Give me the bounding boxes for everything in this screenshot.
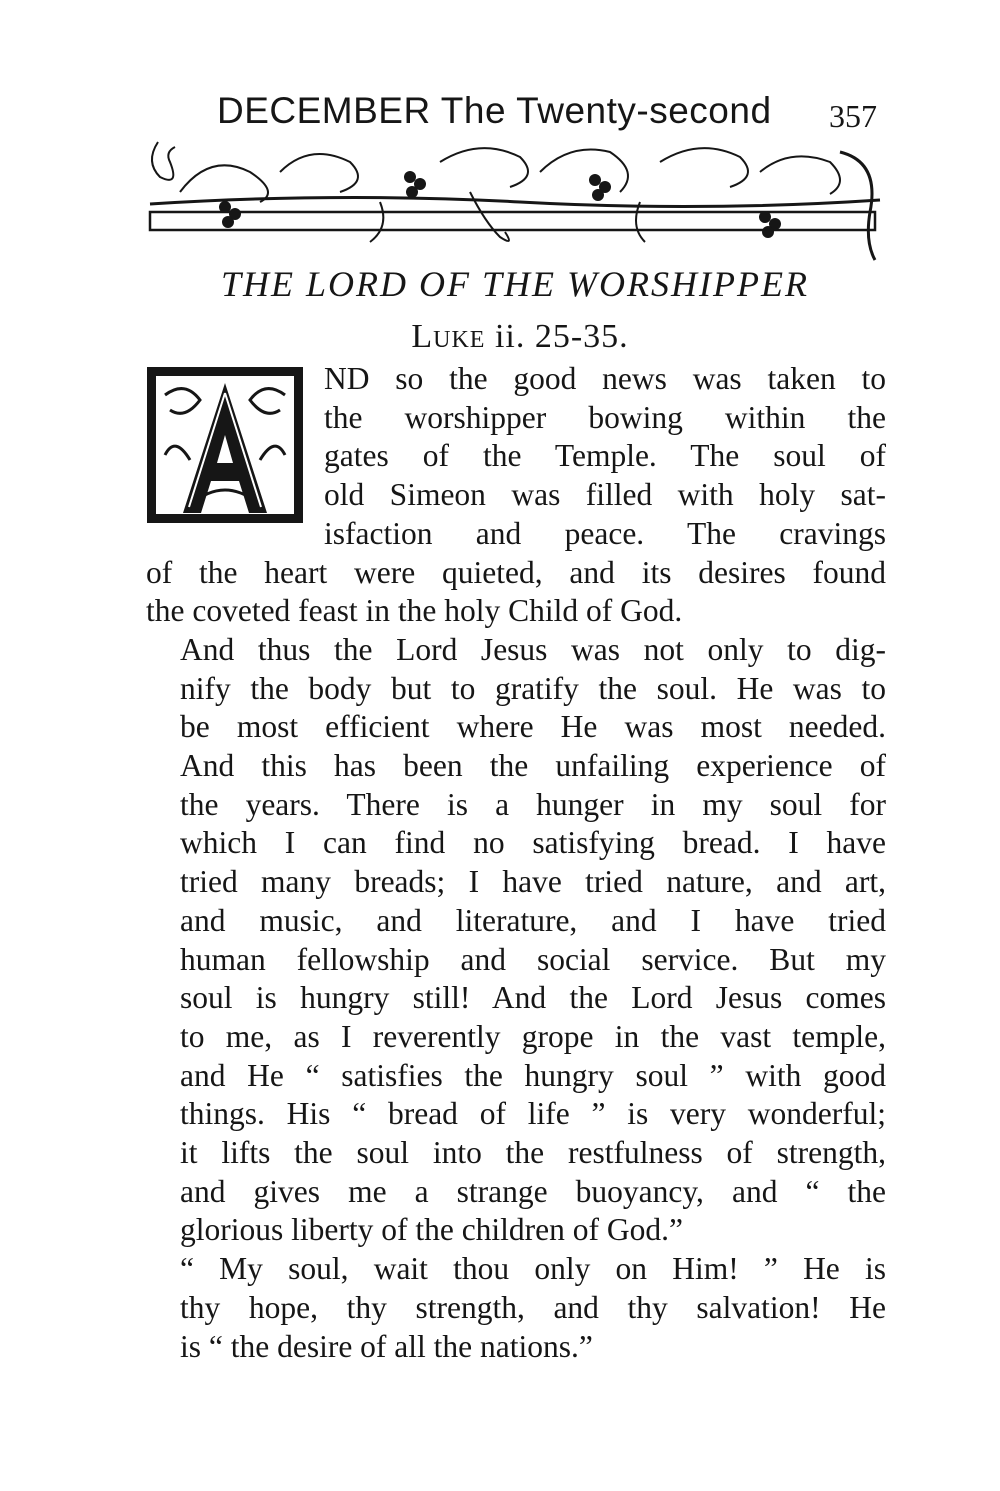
text-line: the worshipper bowing within the (324, 399, 886, 435)
text-line: and music, and literature, and I have tried (180, 902, 886, 938)
text-line: to me, as I reverently grope in the vast temple, (180, 1018, 886, 1054)
text-line: the years. There is a hunger in my soul for (180, 786, 886, 822)
text-line: and gives me a strange buoyancy, and “ the (180, 1173, 886, 1209)
paragraph-1 (146, 360, 886, 631)
text-line: And thus the Lord Jesus was not only to dig- (180, 631, 886, 667)
text-line: “ My soul, wait thou only on Him! ” He is (180, 1251, 886, 1287)
text-line: it lifts the soul into the restfulness of strength, (180, 1135, 886, 1171)
text-line: thy hope, thy strength, and thy salvation! He (180, 1289, 886, 1325)
scripture-reference (0, 318, 1000, 356)
running-head-date: DECEMBER The Twenty-second (217, 90, 772, 131)
vine-ornament-icon (140, 132, 900, 262)
paragraph-3 (146, 1250, 886, 1366)
page-number: 357 (829, 98, 877, 134)
text-line: things. His “ bread of life ” is very wonderful; (180, 1096, 886, 1132)
text-line: old Simeon was filled with holy sat- (324, 477, 886, 513)
reference-verses: ii. 25-35. (494, 318, 629, 355)
text-line: gates of the Temple. The soul of (324, 438, 886, 474)
text-line: human fellowship and social service. But my (180, 941, 886, 977)
text-line: And this has been the unfailing experience of (180, 748, 886, 784)
reference-book: Luke (411, 318, 486, 355)
body-text (146, 360, 886, 1366)
text-line: glorious liberty of the children of God.” (180, 1212, 684, 1248)
text-line: nify the body but to gratify the soul. He was to (180, 670, 886, 706)
chapter-title: THE LORD OF THE WORSHIPPER (221, 264, 809, 304)
paragraph-2 (146, 631, 886, 1250)
text-line: which I can find no satisfying bread. I have (180, 825, 886, 861)
text-line: be most efficient where He was most needed. (180, 709, 886, 745)
text-line: the coveted feast in the holy Child of God. (146, 593, 683, 629)
text-line: tried many breads; I have tried nature, and art, (180, 864, 886, 900)
text-line: of the heart were quieted, and its desires found (146, 554, 886, 590)
text-line: ND so the good news was taken to (324, 361, 886, 396)
text-line: is “ the desire of all the nations.” (180, 1328, 593, 1364)
text-line: isfaction and peace. The cravings (324, 515, 886, 551)
text-line: soul is hungry still! And the Lord Jesus comes (180, 980, 886, 1016)
text-line: and He “ satisfies the hungry soul ” with good (180, 1057, 886, 1093)
